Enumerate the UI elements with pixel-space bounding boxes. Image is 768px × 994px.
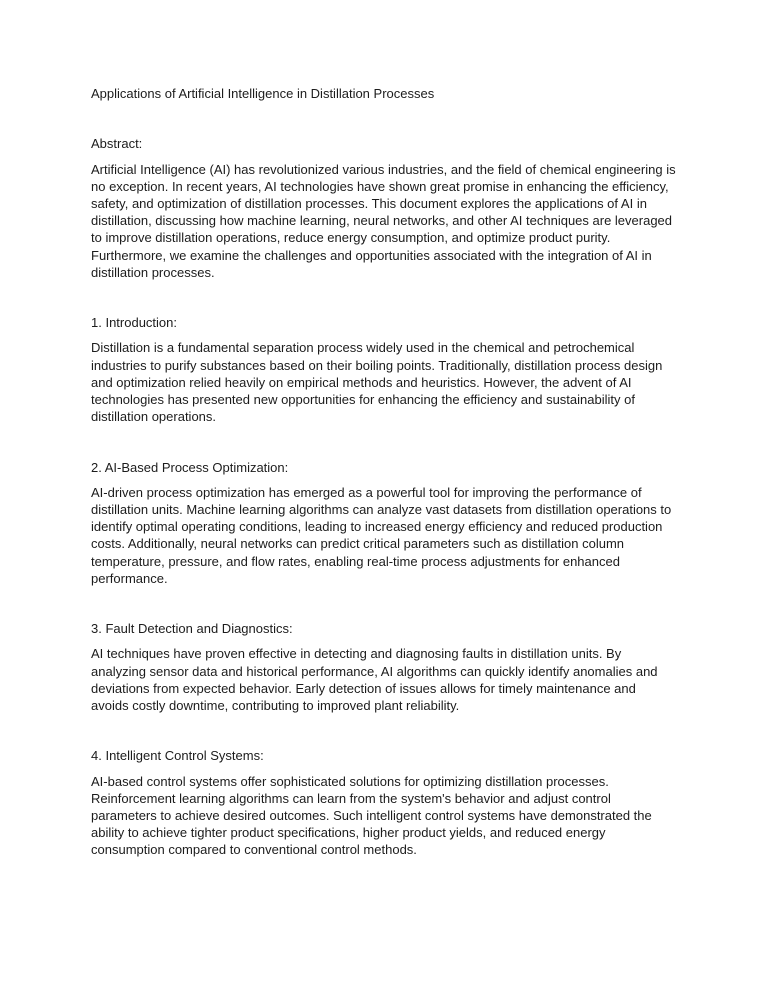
section-body: AI techniques have proven effective in detecting and diagnosing faults in distillation units. By analyzing sensor data and historical performance, AI algorithms can quickly identify anomalies and deviations from expected behavior. Early detection of issues allows for timely maintenance and avoids costly downtime, contributing to improved plant reliability. <box>91 646 658 714</box>
section-intelligent-control-systems <box>91 747 677 858</box>
section-abstract <box>91 135 677 281</box>
section-heading: 1. Introduction: <box>91 315 177 331</box>
blank-line <box>91 110 677 127</box>
section-heading: 2. AI-Based Process Optimization: <box>91 459 289 475</box>
blank-line <box>91 722 677 739</box>
section-heading: Abstract: <box>91 136 143 152</box>
section-fault-detection-and-diagnostics <box>91 620 677 714</box>
section-ai-based-process-optimization <box>91 459 677 587</box>
section-body: AI-driven process optimization has emerged as a powerful tool for improving the performance of distillation units. Machine learning algorithms can analyze vast datasets from distillation operations to identify optimal operating conditions, leading to increased energy efficiency and reduced production costs. Additionally, neural networks can predict critical parameters such as distillation column temperature, pressure, and flow rates, enabling real-time process adjustments for enhanced performance. <box>91 484 672 586</box>
section-body: AI-based control systems offer sophisticated solutions for optimizing distillation processes. Reinforcement learning algorithms can learn from the system's behavior and adjust control parameters to achieve desired outcomes. Such intelligent control systems have demonstrated the ability to achieve tighter product specifications, higher product yields, and reduced energy consumption compared to conventional control methods. <box>91 773 652 858</box>
blank-line <box>91 433 677 450</box>
section-heading: 3. Fault Detection and Diagnostics: <box>91 621 293 637</box>
section-introduction <box>91 314 677 425</box>
section-body: Artificial Intelligence (AI) has revolutionized various industries, and the field of chemical engineering is no exception. In recent years, AI technologies have shown great promise in enhancing the efficiency, safety, and optimization of distillation processes. This document explores the applications of AI in distillation, discussing how machine learning, neural networks, and other AI techniques are leveraged to improve distillation operations, reduce energy consumption, and optimize product purity. Furthermore, we examine the challenges and opportunities associated with the integration of AI in distillation processes. <box>91 161 676 280</box>
section-body: Distillation is a fundamental separation process widely used in the chemical and petrochemical industries to purify substances based on their boiling points. Traditionally, distillation process design and optimization relied heavily on empirical methods and heuristics. However, the advent of AI technologies has presented new opportunities for enhancing the efficiency and sustainability of distillation operations. <box>91 340 663 425</box>
blank-line <box>91 289 677 306</box>
blank-line <box>91 595 677 612</box>
document-title: Applications of Artificial Intelligence in Distillation Processes <box>91 86 435 101</box>
section-heading: 4. Intelligent Control Systems: <box>91 748 264 764</box>
